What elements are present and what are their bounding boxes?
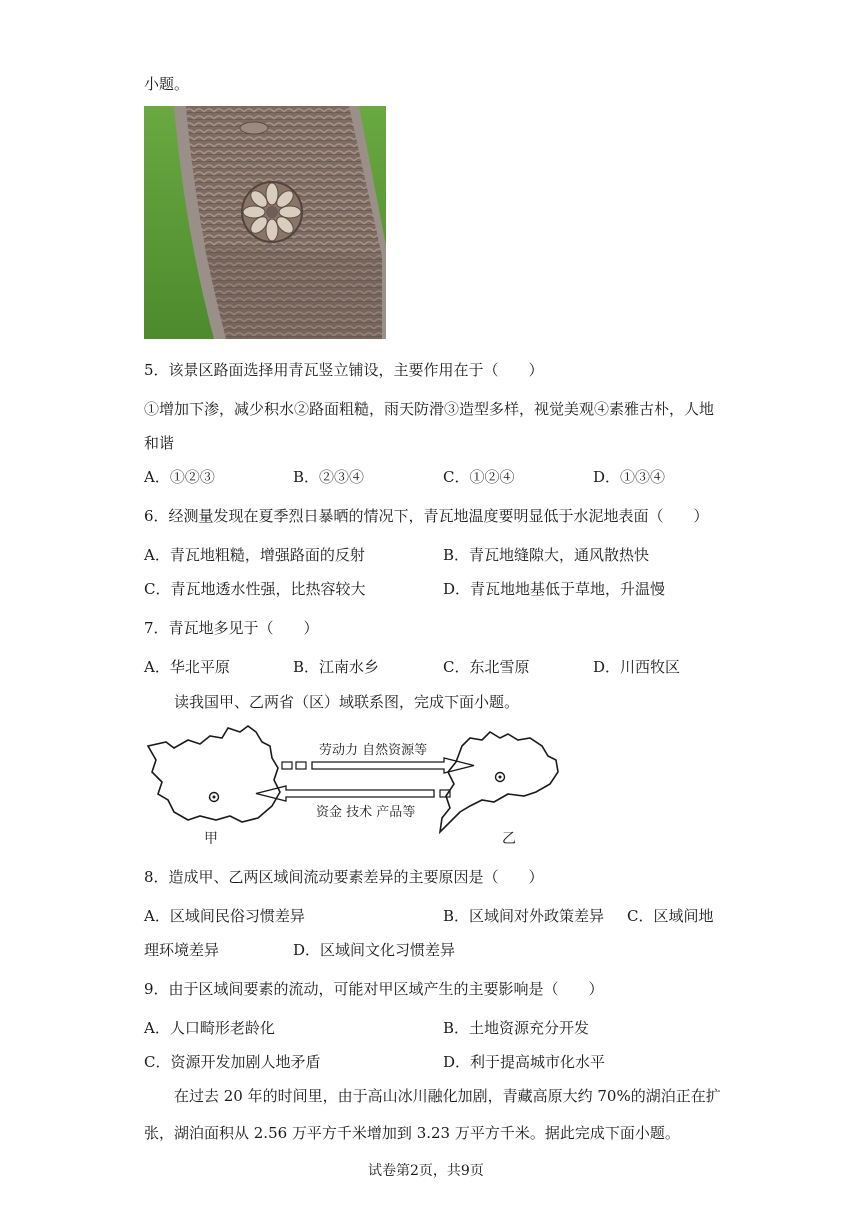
q8-stem: 8．造成甲、乙两区域间流动要素差异的主要原因是（ ）: [144, 868, 544, 886]
q6-stem: 6．经测量发现在夏季烈日暴晒的情况下，青瓦地温度要明显低于水泥地表面（ ）: [144, 507, 709, 525]
q5-option-c: C．①②④: [443, 468, 515, 486]
q9-option-c: C．资源开发加剧人地矛盾: [144, 1053, 321, 1071]
q6-option-c: C．青瓦地透水性强，比热容较大: [144, 580, 366, 598]
label-yi: 乙: [502, 831, 516, 847]
q6-option-b: B．青瓦地缝隙大，通风散热快: [443, 546, 650, 564]
q8-option-c-part1: C．区域间地: [627, 907, 714, 925]
q5-statement-line2: 和谐: [144, 434, 175, 452]
q7-option-d: D．川西牧区: [593, 658, 681, 676]
q8-option-c-part2: 理环境差异: [144, 941, 220, 959]
page-footer: 试卷第2页，共9页: [368, 1163, 484, 1179]
q9-stem: 9．由于区域间要素的流动，可能对甲区域产生的主要影响是（ ）: [144, 980, 604, 998]
q8-option-a: A．区域间民俗习惯差异: [144, 907, 305, 925]
q7-option-a: A．华北平原: [144, 658, 230, 676]
lake-intro-line1: 在过去 20 年的时间里，由于高山冰川融化加剧，青藏高原大约 70%的湖泊正在扩: [174, 1087, 721, 1105]
q5-option-a: A．①②③: [144, 468, 215, 486]
label-capital-tech: 资金 技术 产品等: [316, 805, 416, 820]
q7-option-c: C．东北雪原: [443, 658, 530, 676]
q5-option-b: B．②③④: [293, 468, 365, 486]
label-jia: 甲: [204, 831, 218, 847]
q6-option-a: A．青瓦地粗糙，增强路面的反射: [144, 546, 365, 564]
label-labor-resources: 劳动力 自然资源等: [319, 743, 428, 758]
q5-stem: 5．该景区路面选择用青瓦竖立铺设，主要作用在于（ ）: [144, 361, 544, 379]
diagram-intro: 读我国甲、乙两省（区）域联系图，完成下面小题。: [174, 693, 520, 711]
q5-option-d: D．①③④: [593, 468, 666, 486]
q8-option-d: D．区域间文化习惯差异: [293, 941, 456, 959]
region-jia-outline: [148, 726, 280, 822]
q7-option-b: B．江南水乡: [293, 658, 380, 676]
q6-option-d: D．青瓦地地基低于草地，升温慢: [443, 580, 666, 598]
q9-option-a: A．人口畸形老龄化: [144, 1019, 275, 1037]
q9-option-d: D．利于提高城市化水平: [443, 1053, 606, 1071]
lead-text: 小题。: [144, 75, 190, 93]
tile-path-photo: [144, 106, 386, 339]
q7-stem: 7．青瓦地多见于（ ）: [144, 619, 319, 637]
q9-option-b: B．土地资源充分开发: [443, 1019, 590, 1037]
q8-option-b: B．区域间对外政策差异: [443, 907, 605, 925]
arrow-to-jia: [256, 786, 434, 801]
lake-intro-line2: 张，湖泊面积从 2.56 万平方千米增加到 3.23 万平方千米。据此完成下面小题。: [144, 1124, 680, 1142]
region-flow-diagram: [144, 722, 564, 848]
q5-statement-line1: ①增加下渗，减少积水②路面粗糙，雨天防滑③造型多样，视觉美观④素雅古朴，人地: [144, 400, 715, 418]
